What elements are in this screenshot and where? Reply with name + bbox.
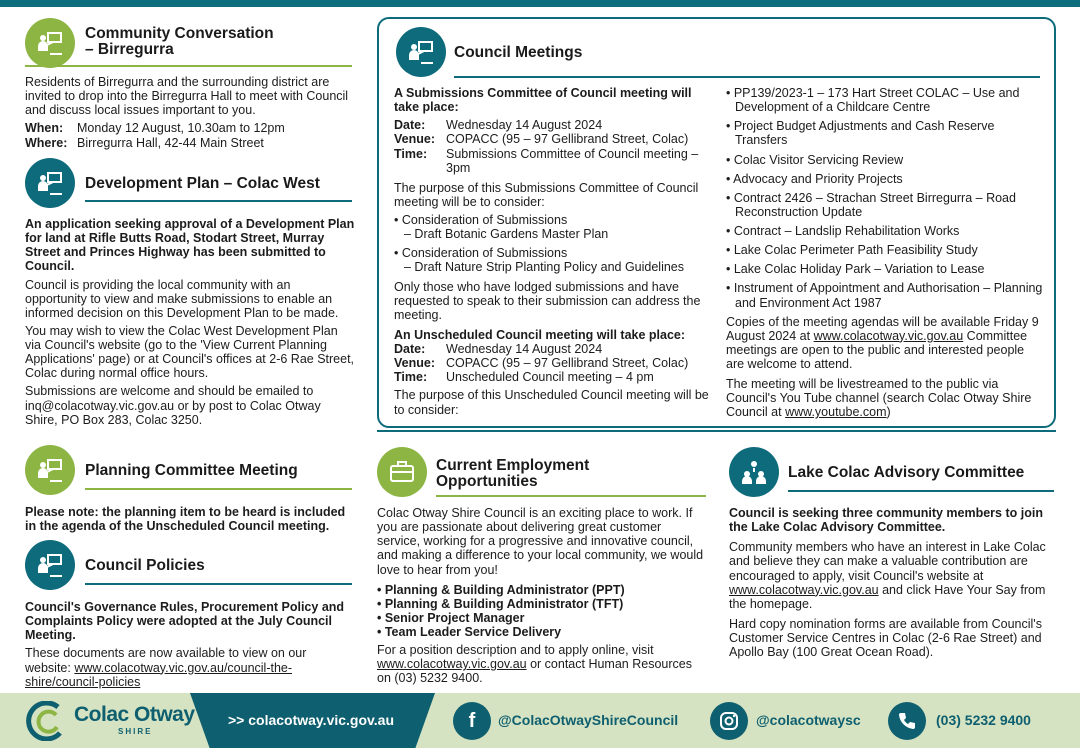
job-item: • Senior Project Manager (377, 610, 525, 625)
presentation-icon (396, 27, 446, 77)
apply-text: For a position description and to apply online, visit (377, 643, 654, 658)
stream-tail: ) (886, 405, 891, 420)
sub-purpose: The purpose of this Submissions Committee of Council meeting will be to consider: (394, 180, 699, 209)
where-value: Birregurra Hall, 42-44 Main Street (77, 135, 264, 150)
employment-body (377, 506, 707, 690)
policies-text: These documents are now available to view on our website: (25, 646, 307, 675)
facebook-icon[interactable]: f (453, 702, 491, 740)
footer (0, 693, 1080, 748)
community-body (25, 75, 355, 152)
agenda-item: • Colac Visitor Servicing Review (726, 152, 904, 167)
employment-title: Current Employment Opportunities (436, 457, 590, 491)
website-link[interactable]: >> colacotway.vic.gov.au (228, 712, 394, 728)
planning-note: Please note: the planning item to be heard is included in the agenda of the Unscheduled Council meeting. (25, 505, 346, 534)
agenda-item: • Instrument of Appointment and Authorisation – Planning and Environment Act 1987 (726, 281, 1043, 310)
devplan-p3: Submissions are welcome and should be emailed to inq@colacotway.vic.gov.au or by post to Colac Otway Shire, PO Box 283, Colac 3250. (25, 384, 321, 427)
group-icon (729, 447, 779, 497)
divider (85, 200, 352, 202)
sub-date: Wednesday 14 August 2024 (446, 118, 603, 133)
devplan-title: Development Plan – Colac West (85, 175, 320, 192)
planning-title: Planning Committee Meeting (85, 462, 298, 479)
policies-title: Council Policies (85, 557, 205, 574)
divider (454, 76, 1040, 78)
date-label: Date: (394, 118, 426, 133)
phone-number[interactable]: (03) 5232 9400 (936, 712, 1031, 728)
agenda-item: • Advocacy and Priority Projects (726, 171, 903, 186)
phone-icon[interactable] (888, 702, 926, 740)
divider (788, 490, 1054, 492)
copies-tail: Committee meetings are open to the public and interested people are welcome to attend. (726, 328, 1028, 371)
facebook-handle[interactable]: @ColacOtwayShireCouncil (498, 712, 679, 728)
presentation-icon (25, 540, 75, 590)
time-label: Time: (394, 146, 428, 161)
policies-body (25, 600, 355, 693)
list-item: • Consideration of Submissions – Draft Nature Strip Planting Policy and Guidelines (394, 246, 685, 275)
devplan-p2: You may wish to view the Colac West Development Plan via Council's website (go to the 'View Current Planning Applications' page) or at Council's offices at 2-6 Rae Street, Colac during normal office hours. (25, 323, 355, 381)
employment-text: Colac Otway Shire Council is an exciting place to work. If you are passionate about delivering great customer service, working for a progressive and innovative council, and making a difference to your local community, we would love to hear from you! (377, 506, 704, 577)
lake-intro: Council is seeking three community members to join the Lake Colac Advisory Committee. (729, 506, 1043, 535)
when-label: When: (25, 121, 64, 136)
job-item: • Planning & Building Administrator (TFT) (377, 596, 624, 611)
agenda-item: • Project Budget Adjustments and Cash Reserve Transfers (726, 119, 995, 148)
agenda-item: • Contract 2426 – Strachan Street Birregurra – Road Reconstruction Update (726, 190, 1016, 219)
community-text: Residents of Birregurra and the surrounding district are invited to drop into the Birregurra Hall to meet with Council and discuss local issues important to you. (25, 75, 349, 118)
sub-note: Only those who have lodged submissions and have requested to speak to their submission can address the meeting. (394, 279, 701, 322)
presentation-icon (25, 445, 75, 495)
un-purpose: The purpose of this Unscheduled Council meeting will be to consider: (394, 388, 709, 417)
divider (25, 65, 352, 67)
divider (377, 430, 1056, 432)
lake-title: Lake Colac Advisory Committee (788, 464, 1025, 481)
job-item: • Team Leader Service Delivery (377, 625, 562, 639)
lake-p2: Hard copy nomination forms are available from Council's Customer Service Centres in Colac (2-6 Rae Street) and Apollo Bay (100 Great Ocean Road). (729, 616, 1042, 660)
meetings-right (726, 86, 1044, 424)
unsched-heading: An Unscheduled Council meeting will take place: (394, 327, 686, 342)
community-title: Community Conversation – Birregurra (85, 25, 274, 59)
venue-label: Venue: (394, 132, 435, 147)
logo-sub: SHIRE (118, 727, 153, 736)
logo-name: Colac Otway (74, 703, 195, 726)
divider (85, 488, 352, 490)
stream-text: The meeting will be livestreamed to the public via Council's You Tube channel (search Colac Otway Shire Council at (726, 377, 1032, 420)
agenda-item: • Lake Colac Holiday Park – Variation to Lease (726, 262, 985, 277)
divider (436, 495, 706, 497)
meetings-left (394, 86, 712, 421)
policies-intro: Council's Governance Rules, Procurement Policy and Complaints Policy were adopted at the July Council Meeting. (25, 600, 345, 643)
agenda-item: • Contract – Landslip Rehabilitation Works (726, 224, 960, 238)
venue-label: Venue: (394, 356, 435, 371)
lake-p1-tail: and click Have Your Say from the homepage. (729, 582, 1046, 611)
devplan-intro: An application seeking approval of a Development Plan for land at Rifle Butts Road, Stodart Street, Murray Street and Princes Highway has been submitted to Council. (25, 217, 355, 274)
instagram-handle[interactable]: @colacotwaysc (756, 712, 861, 728)
apply-tail: or contact Human Resources on (03) 5232 9400. (377, 657, 692, 686)
time-label: Time: (394, 370, 428, 385)
policies-link[interactable]: www.colacotway.vic.gov.au/council-the-shire/council-policies (25, 660, 293, 689)
top-bar (0, 0, 1080, 7)
sub-heading: A Submissions Committee of Council meeting will take place: (394, 86, 692, 115)
apply-link[interactable]: www.colacotway.vic.gov.au (377, 657, 527, 672)
lake-p1-text: Community members who have an interest in Lake Colac and believe they can make a valuable contribution are encouraged to apply, visit Council's website at (729, 540, 1046, 583)
meetings-title: Council Meetings (454, 44, 583, 61)
devplan-body (25, 217, 355, 431)
presentation-icon (25, 158, 75, 208)
logo (0, 693, 215, 748)
lake-link[interactable]: www.colacotway.vic.gov.au (729, 582, 879, 597)
devplan-p1: Council is providing the local community with an opportunity to view and make submissions to enable an informed decision on this Development Plan to be made. (25, 277, 339, 320)
un-venue: COPACC (95 – 97 Gellibrand Street, Colac) (446, 356, 689, 371)
list-item: • Consideration of Submissions – Draft Botanic Gardens Master Plan (394, 213, 609, 242)
job-item: • Planning & Building Administrator (PPT) (377, 582, 625, 597)
un-date: Wednesday 14 August 2024 (446, 342, 603, 356)
where-label: Where: (25, 135, 68, 150)
divider (85, 583, 352, 585)
logo-swirl-icon (22, 701, 68, 741)
briefcase-icon (377, 447, 427, 497)
when-value: Monday 12 August, 10.30am to 12pm (77, 121, 285, 136)
date-label: Date: (394, 342, 426, 356)
sub-time: Submissions Committee of Council meeting – 3pm (446, 146, 699, 175)
agenda-item: • PP139/2023-1 – 173 Hart Street COLAC – Use and Development of a Childcare Centre (726, 86, 1020, 115)
youtube-link[interactable]: www.youtube.com (785, 405, 887, 420)
copies-text: Copies of the meeting agendas will be available Friday 9 August 2024 at (726, 314, 1039, 343)
un-time: Unscheduled Council meeting – 4 pm (446, 370, 654, 385)
instagram-icon[interactable] (710, 702, 748, 740)
agenda-item: • Lake Colac Perimeter Path Feasibility Study (726, 243, 978, 258)
lake-body (729, 506, 1059, 663)
presentation-icon (25, 18, 75, 68)
sub-venue: COPACC (95 – 97 Gellibrand Street, Colac) (446, 132, 689, 147)
copies-link[interactable]: www.colacotway.vic.gov.au (813, 328, 964, 343)
